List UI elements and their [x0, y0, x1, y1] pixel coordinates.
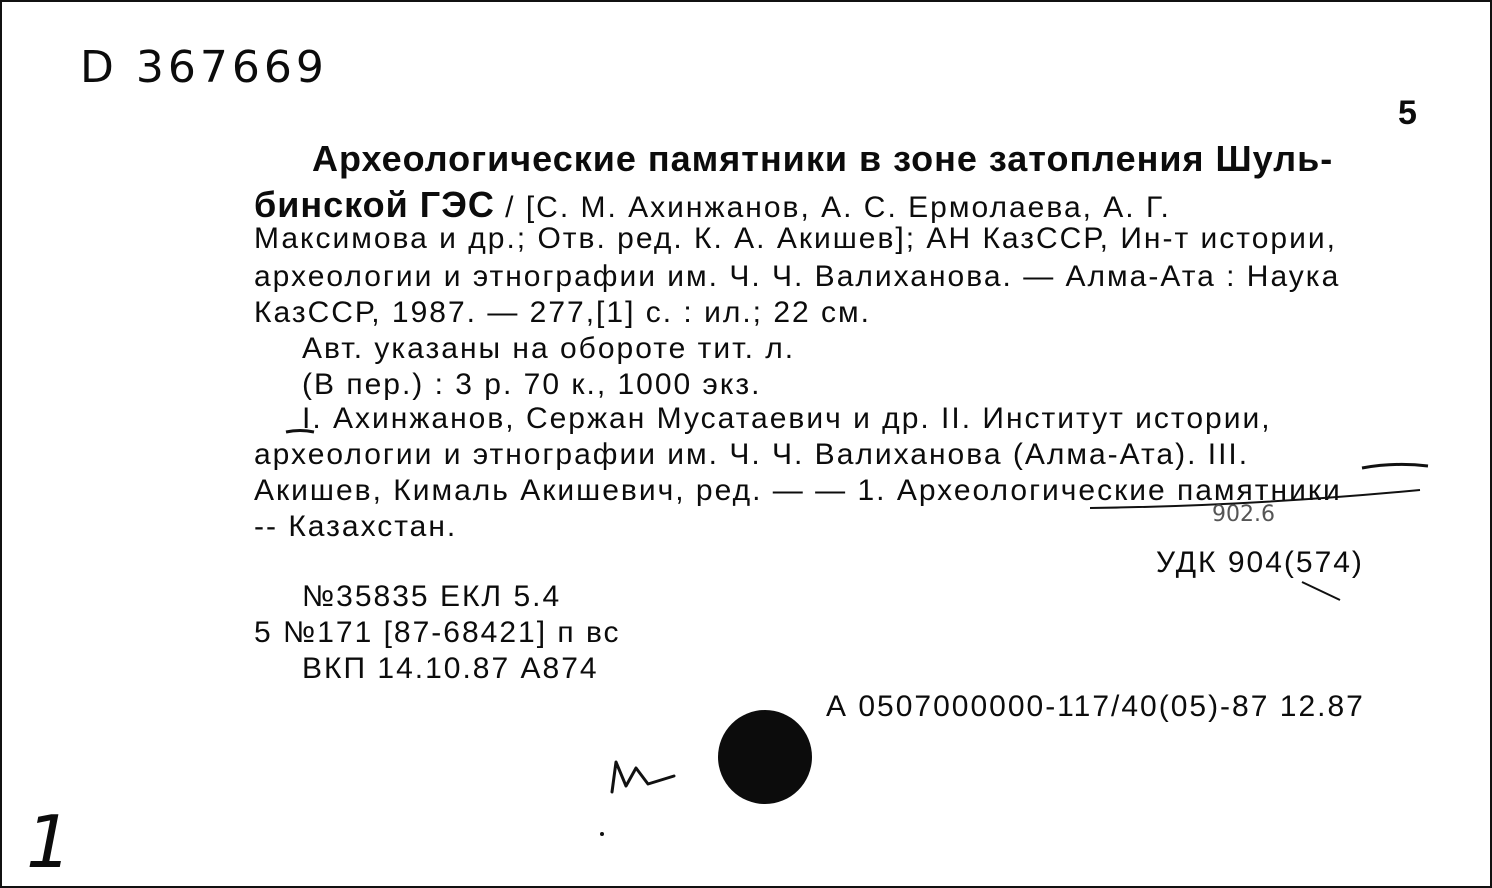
publication-line: Максимова и др.; Отв. ред. К. А. Акишев]; АН КазССР, Ин-т истории, [254, 222, 1337, 255]
print-info-line: ВКП 14.10.87 А874 [302, 652, 599, 685]
book-title-line2: бинской ГЭС [254, 184, 495, 225]
udk-number: УДК 904(574) [1156, 546, 1364, 579]
handwritten-mark: 1 [26, 800, 72, 884]
tracing-line: Акишев, Кималь Акишевич, ред. — — 1. Археологические памятники [254, 474, 1342, 507]
tracing-line: археологии и этнографии им. Ч. Ч. Валиханова (Алма-Ата). III. [254, 438, 1250, 471]
card-number: 5 [1398, 94, 1417, 132]
note-authors: Авт. указаны на обороте тит. л. [302, 332, 796, 365]
publication-line: археологии и этнографии им. Ч. Ч. Валиханова. — Алма-Ата : Наука [254, 260, 1341, 293]
publication-line: КазССР, 1987. — 277,[1] с. : ил.; 22 см. [254, 296, 872, 329]
punch-hole-dot [718, 710, 812, 804]
book-title-line1: Археологические памятники в зоне затопления Шуль- [312, 138, 1334, 179]
ink-dot [600, 832, 604, 836]
tracing-line: -- Казахстан. [254, 510, 458, 543]
tracing-line: I. Ахинжанов, Сержан Мусатаевич и др. II. Институт истории, [302, 402, 1272, 435]
responsibility-statement: / [С. М. Ахинжанов, А. С. Ермолаева, А. Г. [494, 191, 1171, 224]
print-info-line: 5 №171 [87-68421] п вс [254, 616, 621, 649]
accession-number: D 367669 [80, 42, 328, 93]
note-price: (В пер.) : 3 р. 70 к., 1000 экз. [302, 368, 762, 401]
handwritten-scribble [604, 748, 694, 808]
handwritten-udk-correction: 902.6 [1212, 502, 1275, 527]
print-info-line: №35835 ЕКЛ 5.4 [302, 580, 562, 613]
code-line: А 0507000000-117/40(05)-87 12.87 [826, 690, 1365, 723]
